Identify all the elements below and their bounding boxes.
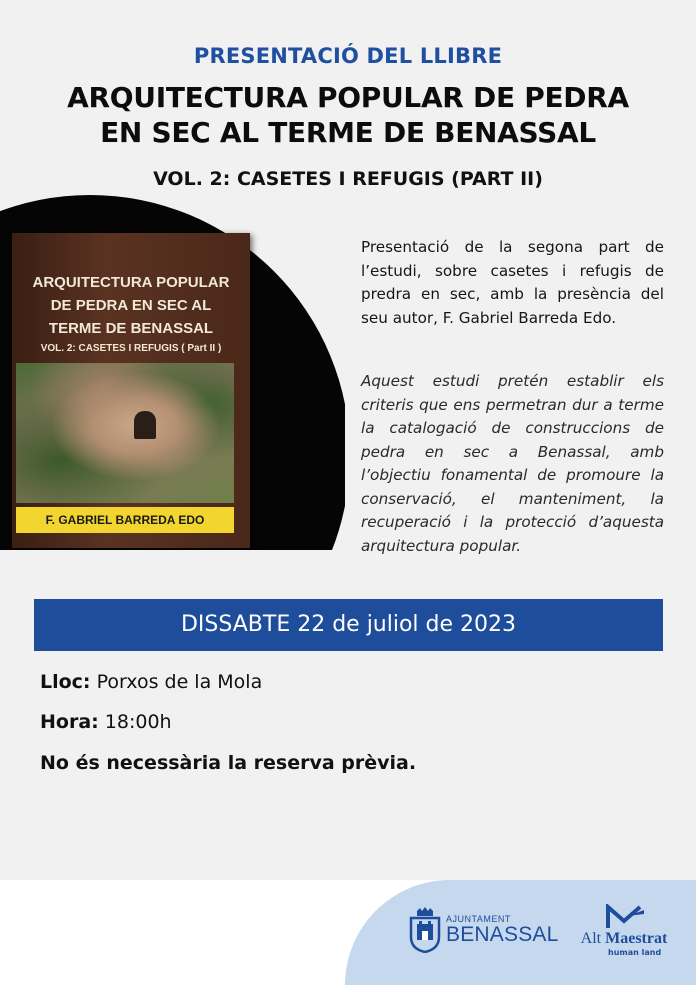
book-cover-photo	[16, 363, 234, 503]
maestrat-alt-text: Alt	[580, 930, 602, 947]
time-line	[40, 711, 172, 733]
alt-maestrat-logo	[572, 904, 676, 957]
benassal-shield-icon	[408, 907, 442, 953]
maestrat-name-text: Maestrat	[605, 930, 668, 947]
book-cover	[12, 233, 250, 548]
title-line-2: EN SEC AL TERME DE BENASSAL	[100, 116, 596, 149]
subtitle: VOL. 2: CASETES I REFUGIS (PART II)	[153, 168, 543, 190]
book-cover-title	[12, 271, 250, 340]
stone-hut-image	[134, 411, 156, 439]
intro-paragraph: Presentació de la segona part de l’estudi, sobre casetes i refugis de predra en sec, amb la presència del seu autor, F. Gabriel Barreda Edo.	[361, 238, 664, 327]
book-title-line-2: DE PEDRA EN SEC AL	[50, 297, 212, 314]
book-title-line-3: TERME DE BENASSAL	[48, 320, 214, 337]
ajuntament-text: AJUNTAMENT	[446, 914, 511, 924]
title-line-1: ARQUITECTURA POPULAR DE PEDRA	[67, 81, 629, 114]
maestrat-name	[572, 930, 676, 948]
detail-paragraph: Aquest estudi pretén establir els criteris que ens permetran dur a terme la catalogació de construccions de pedra en sec a Benassal, amb l’objectiu fonamental de promoure la conservació, el manteniment, la recuperació i la protecció d’aquesta arquitectura popular.	[361, 372, 664, 555]
date-banner: DISSABTE 22 de juliol de 2023	[34, 599, 663, 651]
benassal-wordmark	[446, 914, 559, 946]
place-label: Lloc:	[40, 671, 91, 693]
benassal-text: BENASSAL	[446, 923, 559, 946]
maestrat-tagline: human land	[608, 948, 662, 957]
time-value: 18:00h	[104, 711, 172, 733]
reservation-notice-text: No és necessària la reserva prèvia.	[40, 752, 417, 774]
place-line	[40, 671, 262, 693]
place-value: Porxos de la Mola	[96, 671, 263, 693]
book-title-line-1: ARQUITECTURA POPULAR	[32, 274, 230, 291]
ajuntament-benassal-logo	[408, 906, 559, 954]
book-area	[0, 195, 345, 550]
kicker: PRESENTACIÓ DEL LLIBRE	[193, 44, 503, 68]
book-cover-author: F. GABRIEL BARREDA EDO	[16, 507, 234, 533]
page-title	[0, 80, 696, 150]
book-cover-subtitle: VOL. 2: CASETES I REFUGIS ( Part II )	[40, 343, 222, 354]
reservation-notice	[40, 752, 416, 774]
time-label: Hora:	[40, 711, 99, 733]
alt-maestrat-mark-icon	[604, 904, 644, 930]
